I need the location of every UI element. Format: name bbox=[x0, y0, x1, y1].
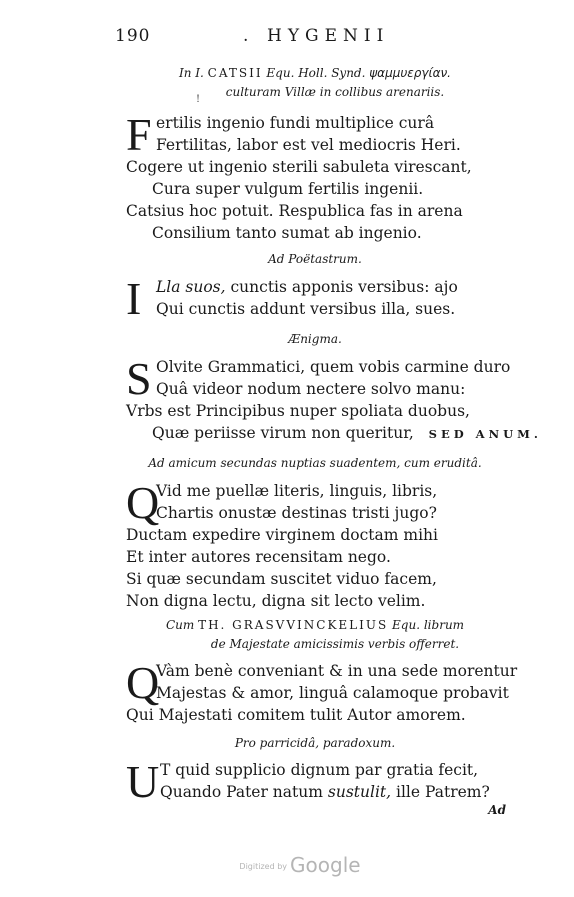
poem6-line2-end: ille Patrem? bbox=[396, 783, 490, 801]
poem2-verse bbox=[126, 273, 506, 324]
poem4-line: Et inter autores recensitam nego. bbox=[126, 548, 391, 566]
poem1-heading-line2: culturam Villæ in collibus arenariis. bbox=[225, 85, 445, 99]
poem5-heading-name: TH. GRASVVINCKELIUS bbox=[198, 618, 389, 632]
poem1-line: ertilis ingenio fundi multiplice curâ bbox=[156, 114, 435, 132]
poem4-dropcap: Q bbox=[126, 477, 160, 528]
poem5-line: Qui Majestati comitem tulit Autor amorem. bbox=[126, 706, 466, 724]
poem1-heading-prefix: In I. bbox=[179, 66, 204, 80]
poem5-heading-prefix: Cum bbox=[165, 618, 195, 632]
poem2-dropcap: I bbox=[126, 273, 142, 324]
poem2-heading: Ad Poëtastrum. bbox=[268, 252, 362, 266]
poem3-line: Vrbs est Principibus nuper spoliata duobus, bbox=[126, 402, 470, 420]
poem2-line: Qui cunctis addunt versibus illa, sues. bbox=[156, 300, 456, 318]
poem3-last-line: Quæ periisse virum non queritur, bbox=[152, 424, 414, 442]
poem3-line bbox=[126, 422, 542, 444]
poem6-heading: Pro parricidâ, paradoxum. bbox=[234, 736, 396, 750]
stray-mark: ! bbox=[196, 94, 201, 105]
poem5-verse bbox=[126, 657, 518, 726]
digitized-watermark bbox=[230, 853, 370, 877]
poem5-heading-line2: de Majestate amicissimis verbis offerret. bbox=[210, 637, 460, 651]
poem1-line: Fertilitas, labor est vel mediocris Heri. bbox=[156, 136, 461, 154]
poem1-heading-greek: ψαμμυεργίαν. bbox=[369, 66, 451, 80]
header-dot: . bbox=[243, 26, 249, 46]
poem1-dropcap: F bbox=[126, 109, 152, 160]
poem1-heading-name: CATSII bbox=[207, 66, 263, 80]
poem6-verse bbox=[126, 756, 506, 817]
poem1-heading-mid: Equ. Holl. Synd. bbox=[266, 66, 366, 80]
poem1-line: Catsius hoc potuit. Respublica fas in arena bbox=[126, 202, 463, 220]
poem5-heading-mid: Equ. librum bbox=[392, 618, 465, 632]
poem6-line: T quid supplicio dignum par gratia fecit, bbox=[160, 761, 479, 779]
poem1-verse bbox=[126, 109, 506, 244]
poem1-line: Consilium tanto sumat ab ingenio. bbox=[152, 224, 422, 242]
poem4-line: Ductam expedire virginem doctam mihi bbox=[126, 526, 438, 544]
poem3-line: Quâ videor nodum nectere solvo manu: bbox=[156, 380, 466, 398]
poem1-heading bbox=[120, 64, 510, 83]
poem5-heading bbox=[120, 616, 510, 635]
poem3-line: Olvite Grammatici, quem vobis carmine duro bbox=[156, 358, 511, 376]
poem4-line: Non digna lectu, digna sit lecto velim. bbox=[126, 592, 426, 610]
poem4-heading: Ad amicum secundas nuptias suadentem, cum eruditâ. bbox=[148, 456, 482, 470]
poem6-line bbox=[126, 781, 506, 803]
poem4-line: Vid me puellæ literis, linguis, libris, bbox=[156, 482, 438, 500]
google-logo: Google bbox=[290, 853, 361, 877]
poem5-line: Majestas & amor, linguâ calamoque probavit bbox=[156, 684, 509, 702]
poem1-line: Cogere ut ingenio sterili sabuleta virescant, bbox=[126, 158, 472, 176]
poem2-line1-rest: cunctis apponis versibus: ajo bbox=[225, 278, 458, 296]
poem4-line: Si quæ secundam suscitet viduo facem, bbox=[126, 570, 437, 588]
digitized-text: Digitized by bbox=[239, 862, 288, 871]
poem4-verse bbox=[126, 477, 506, 612]
poem6-line2-em: sustulit, bbox=[327, 783, 392, 801]
poem2-line1-em: Lla suos, bbox=[156, 278, 226, 296]
poem5-line: Vàm benè conveniant & in una sede morentur bbox=[156, 662, 518, 680]
page-number: 190 bbox=[115, 26, 151, 46]
poem3-last-line-caps: SED ANUM. bbox=[428, 427, 542, 441]
poem3-verse bbox=[126, 353, 542, 444]
catchword: Ad bbox=[488, 803, 506, 817]
poem3-dropcap: S bbox=[126, 353, 152, 404]
poem5-dropcap: Q bbox=[126, 657, 160, 708]
poem2-line bbox=[126, 276, 506, 298]
poem1-line: Cura super vulgum fertilis ingenii. bbox=[152, 180, 424, 198]
poem3-heading: Ænigma. bbox=[288, 332, 342, 346]
running-header bbox=[115, 26, 480, 48]
poem6-line2-start: Quando Pater natum bbox=[160, 783, 323, 801]
poem4-line: Chartis onustæ destinas tristi jugo? bbox=[156, 504, 437, 522]
running-title: HYGENII bbox=[267, 26, 390, 46]
poem6-dropcap: U bbox=[126, 756, 160, 807]
